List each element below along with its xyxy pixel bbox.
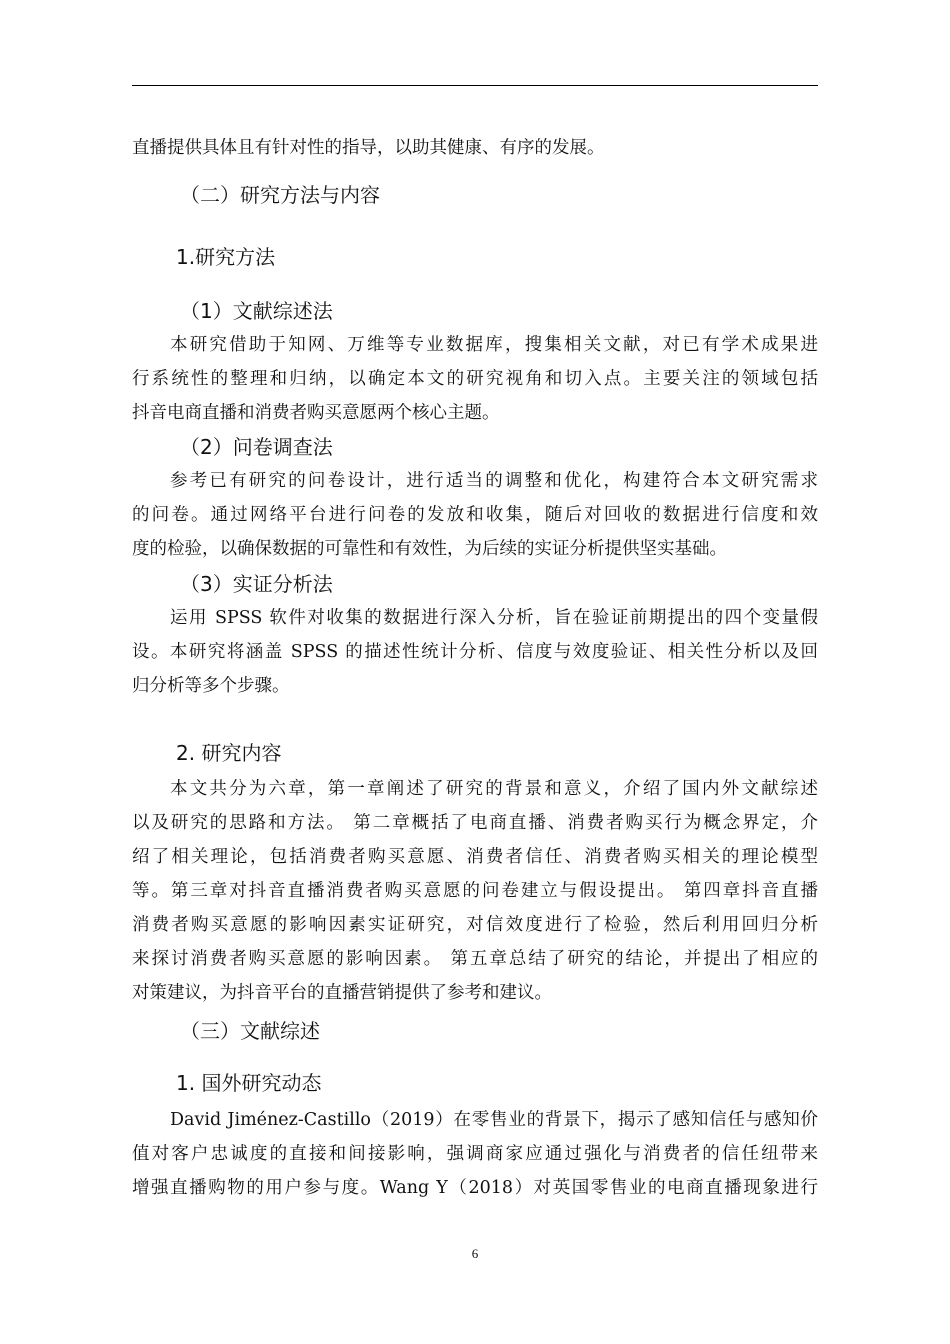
method-heading: （3）实证分析法 <box>180 572 333 596</box>
paragraph-line: 增强直播购物的用户参与度。Wang Y（2018）对英国零售业的电商直播现象进行 <box>132 1178 818 1198</box>
paragraph-line: 消费者购买意愿的影响因素实证研究，对信效度进行了检验，然后利用回归分析 <box>132 915 818 935</box>
paragraph-line: 归分析等多个步骤。 <box>132 676 290 696</box>
paragraph-line: 抖音电商直播和消费者购买意愿两个核心主题。 <box>132 403 500 423</box>
header-rule <box>132 85 818 86</box>
method-heading: （2）问卷调查法 <box>180 435 333 459</box>
section-heading: （三）文献综述 <box>180 1019 320 1043</box>
subsection-heading: 2. 研究内容 <box>176 741 282 765</box>
paragraph-line: 值对客户忠诚度的直接和间接影响，强调商家应通过强化与消费者的信任纽带来 <box>132 1144 818 1164</box>
paragraph-line: 度的检验，以确保数据的可靠性和有效性，为后续的实证分析提供坚实基础。 <box>132 539 727 559</box>
paragraph-line: 以及研究的思路和方法。 第二章概括了电商直播、消费者购买行为概念界定，介 <box>132 813 818 833</box>
paragraph-line: 本研究借助于知网、万维等专业数据库，搜集相关文献，对已有学术成果进 <box>170 335 818 355</box>
paragraph-line: 设。本研究将涵盖 SPSS 的描述性统计分析、信度与效度验证、相关性分析以及回 <box>132 642 818 662</box>
paragraph-line: 直播提供具体且有针对性的指导，以助其健康、有序的发展。 <box>132 138 605 158</box>
paragraph-line: 对策建议，为抖音平台的直播营销提供了参考和建议。 <box>132 983 552 1003</box>
paragraph-line: David Jiménez-Castillo（2019）在零售业的背景下，揭示了感知信任与感知价 <box>170 1110 818 1130</box>
subsection-heading: 1. 国外研究动态 <box>176 1071 322 1095</box>
method-heading: （1）文献综述法 <box>180 299 333 323</box>
paragraph-line: 本文共分为六章，第一章阐述了研究的背景和意义，介绍了国内外文献综述 <box>170 779 818 799</box>
paragraph-line: 等。第三章对抖音直播消费者购买意愿的问卷建立与假设提出。 第四章抖音直播 <box>132 881 818 901</box>
section-heading: （二）研究方法与内容 <box>180 183 380 207</box>
subsection-heading: 1.研究方法 <box>176 245 276 269</box>
page-number: 6 <box>471 1246 479 1261</box>
paragraph-line: 行系统性的整理和归纳，以确定本文的研究视角和切入点。主要关注的领域包括 <box>132 369 818 389</box>
paragraph-line: 参考已有研究的问卷设计，进行适当的调整和优化，构建符合本文研究需求 <box>170 471 818 491</box>
paragraph-line: 的问卷。通过网络平台进行问卷的发放和收集，随后对回收的数据进行信度和效 <box>132 505 818 525</box>
paragraph-line: 来探讨消费者购买意愿的影响因素。 第五章总结了研究的结论，并提出了相应的 <box>132 949 818 969</box>
paragraph-line: 绍了相关理论，包括消费者购买意愿、消费者信任、消费者购买相关的理论模型 <box>132 847 818 867</box>
paragraph-line: 运用 SPSS 软件对收集的数据进行深入分析，旨在验证前期提出的四个变量假 <box>170 608 818 628</box>
